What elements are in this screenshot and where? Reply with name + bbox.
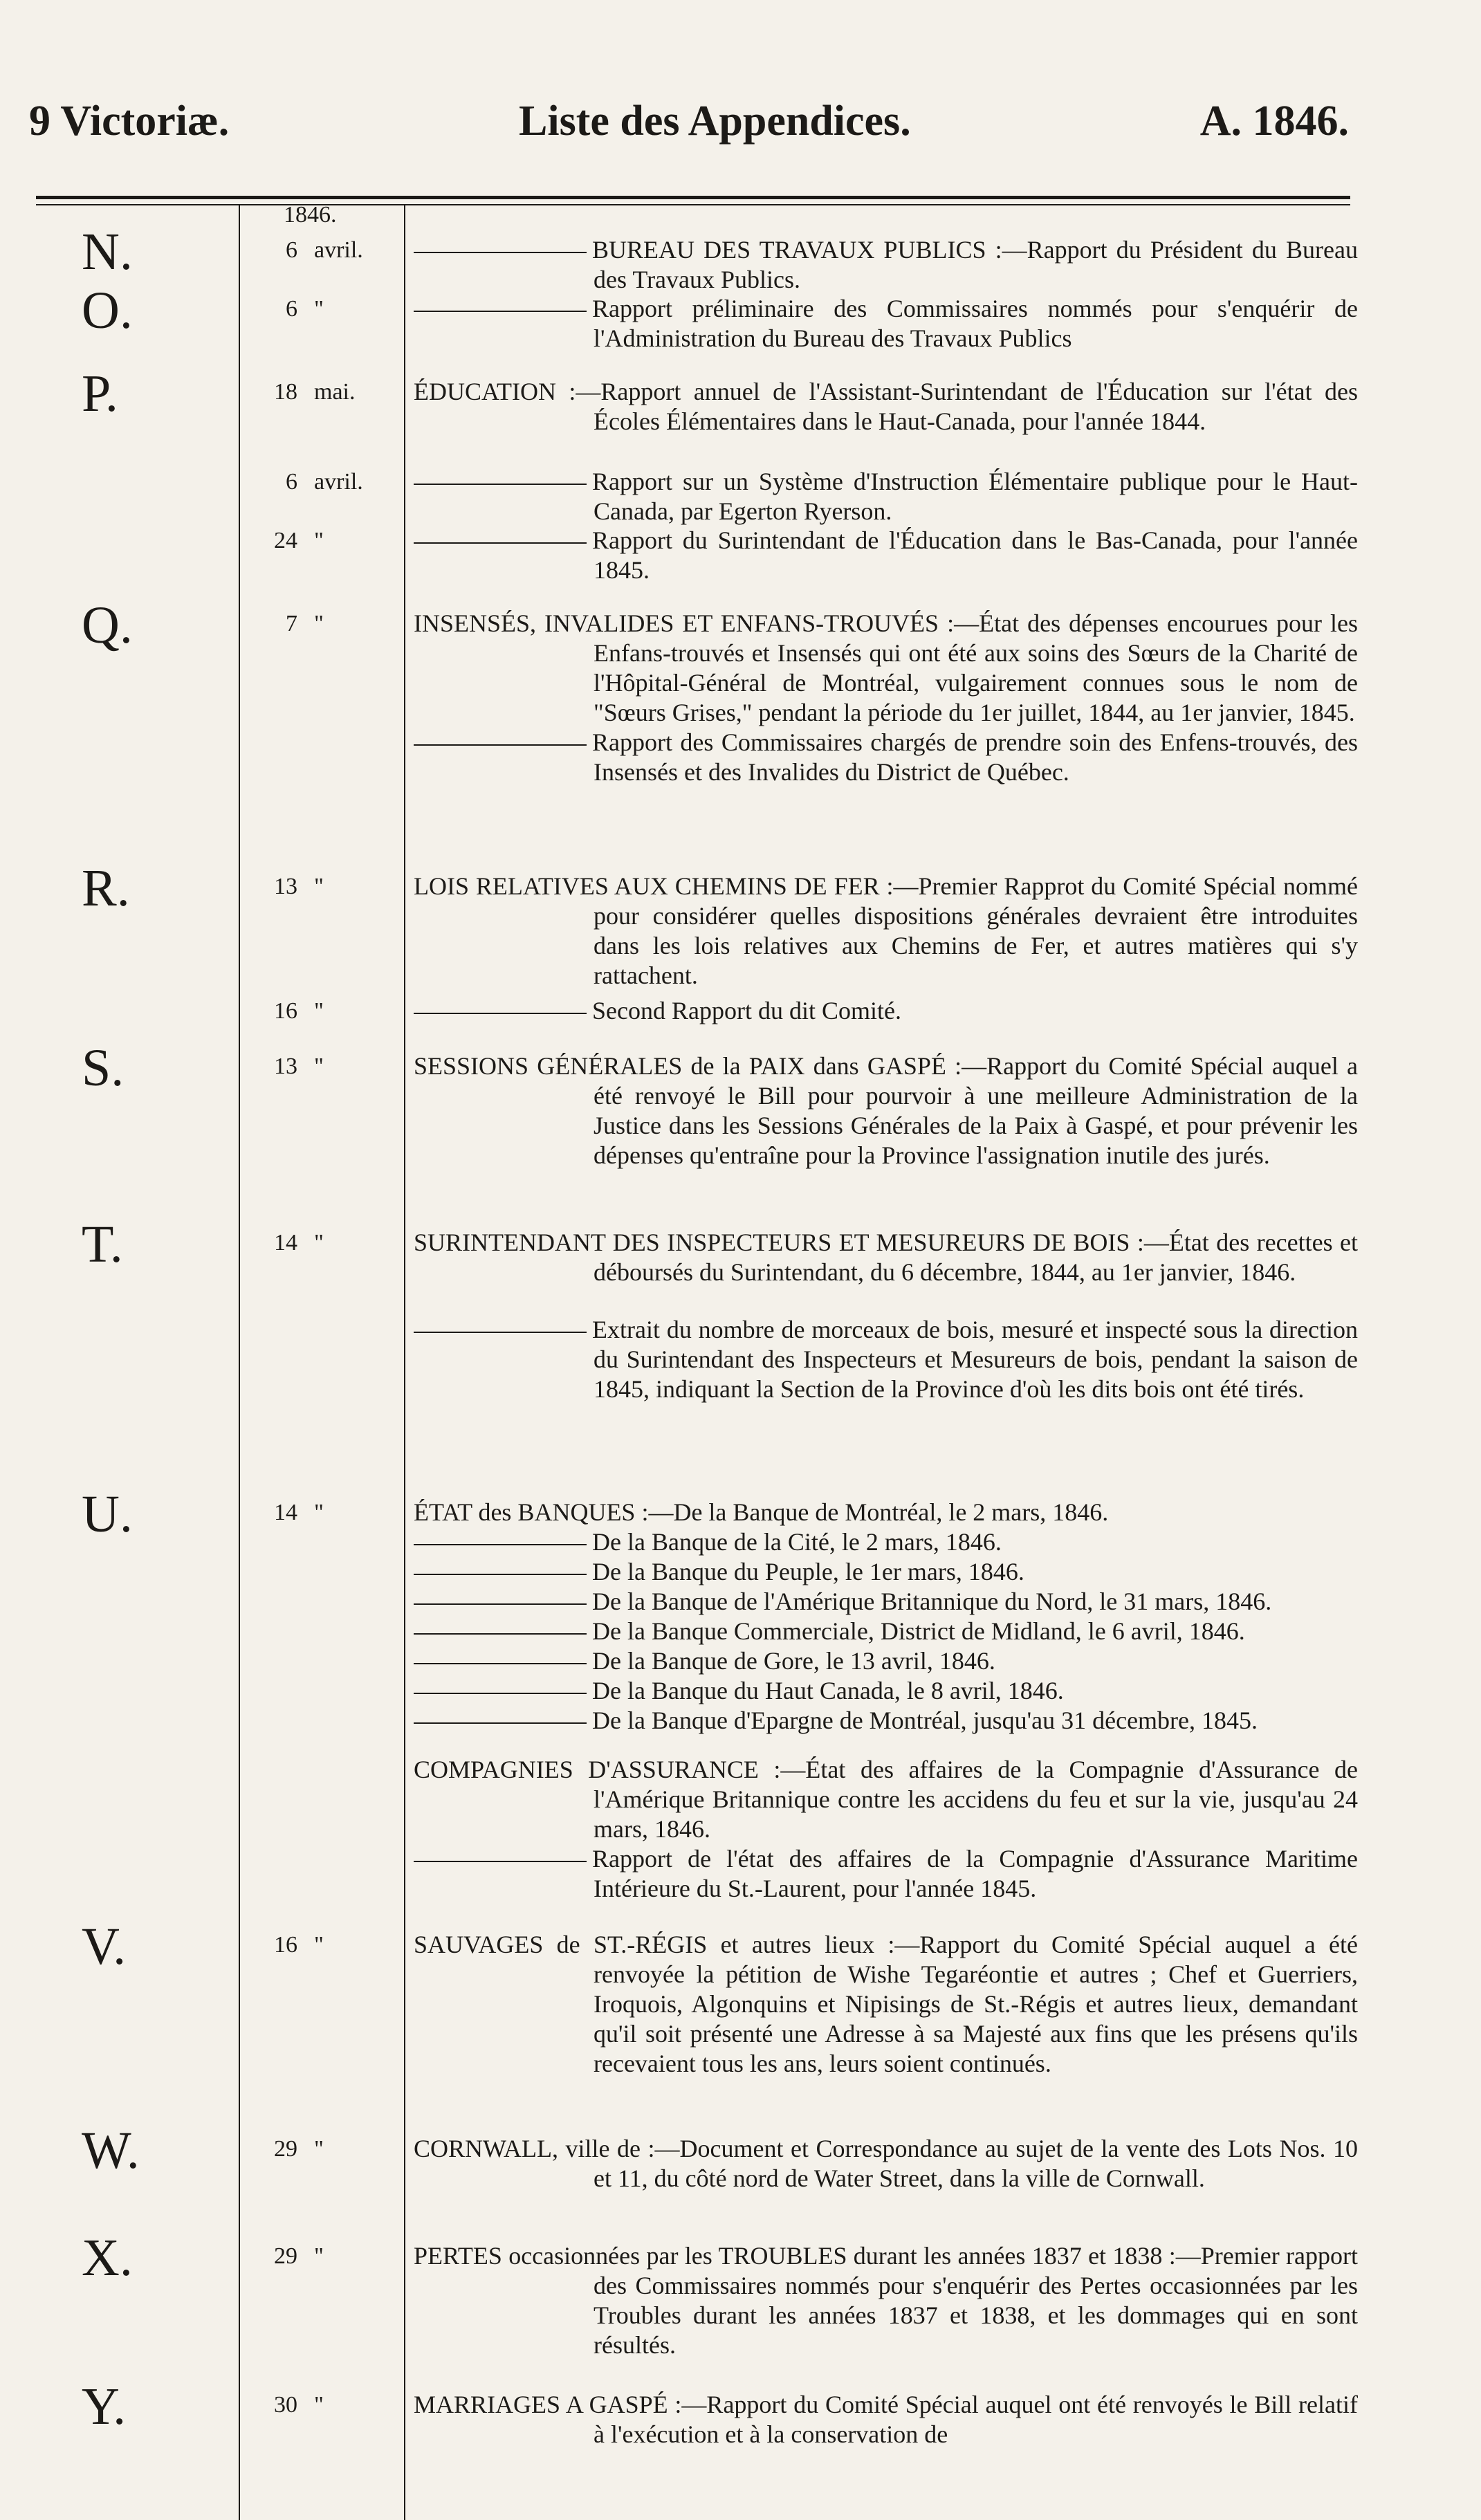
description-text: PERTES occasionnées par les TROUBLES durant les années 1837 et 1838 :—Premier rapport des Commissaires nommés pour s'enquérir des Pertes occasionnées par les Troubles durant les années 1837 et 1838, et les dommages qui en sont résultés. <box>414 2242 1358 2359</box>
appendix-letter: Q. <box>82 596 133 654</box>
ditto-rule <box>414 1722 587 1724</box>
appendix-description <box>414 1930 1358 2079</box>
column-divider-date <box>239 205 240 2520</box>
ditto-rule <box>414 1633 587 1635</box>
date-month: " <box>314 2243 324 2269</box>
ditto-rule <box>414 1663 587 1664</box>
date-day: 6 <box>286 237 297 263</box>
description-line <box>414 728 1358 787</box>
ditto-rule <box>414 1332 587 1333</box>
ditto-rule <box>414 484 587 485</box>
description-text: SURINTENDANT DES INSPECTEURS ET MESUREURS DE BOIS :—État des recettes et déboursés du Surintendant, du 6 décembre, 1844, au 1er janvier, 1846. <box>414 1229 1358 1286</box>
appendix-letter: Y. <box>82 2378 127 2436</box>
description-line <box>414 1315 1358 1404</box>
appendix-description <box>414 996 1358 1026</box>
date-month: mai. <box>314 379 356 405</box>
date-day: 24 <box>274 528 297 553</box>
column-divider-item <box>404 205 405 2520</box>
appendix-letter: P. <box>82 365 118 423</box>
date-day: 7 <box>286 611 297 636</box>
date-day: 13 <box>274 1054 297 1079</box>
date-month: " <box>314 1054 324 1079</box>
description-text: Rapport sur un Système d'Instruction Élémentaire publique pour le Haut-Canada, par Egerton Ryerson. <box>592 468 1358 525</box>
description-line <box>414 526 1358 585</box>
description-line <box>414 1587 1358 1617</box>
date-day: 16 <box>274 998 297 1024</box>
date-day: 6 <box>286 296 297 322</box>
description-line <box>414 377 1358 436</box>
ditto-rule <box>414 1861 587 1862</box>
appendix-date <box>249 294 401 324</box>
description-line <box>414 2241 1358 2360</box>
description-line <box>414 609 1358 728</box>
description-text: De la Banque de la Cité, le 2 mars, 1846. <box>592 1528 1002 1556</box>
appendix-description <box>414 294 1358 353</box>
description-line <box>414 1676 1358 1706</box>
description-text: Rapport du Surintendant de l'Éducation dans le Bas-Canada, pour l'année 1845. <box>592 526 1358 584</box>
description-line <box>414 1844 1358 1904</box>
ditto-rule <box>414 744 587 746</box>
description-line <box>414 2134 1358 2193</box>
description-text: Second Rapport du dit Comité. <box>592 997 901 1024</box>
appendix-letter: X. <box>82 2229 133 2287</box>
appendix-letter: T. <box>82 1215 123 1273</box>
description-line <box>414 2390 1358 2449</box>
description-text: De la Banque d'Epargne de Montréal, jusqu'au 31 décembre, 1845. <box>592 1707 1258 1734</box>
description-text: CORNWALL, ville de :—Document et Correspondance au sujet de la vente des Lots Nos. 10 et 11, du côté nord de Water Street, dans la ville de Cornwall. <box>414 2135 1358 2192</box>
description-text: De la Banque de l'Amérique Britannique du Nord, le 31 mars, 1846. <box>592 1588 1272 1615</box>
description-text: De la Banque du Peuple, le 1er mars, 1846. <box>592 1558 1024 1585</box>
description-text: SESSIONS GÉNÉRALES de la PAIX dans GASPÉ :—Rapport du Comité Spécial auquel a été renvoyé le Bill pour pourvoir à une meilleure Administration de la Justice dans les Sessions Générales de la Paix à Gaspé, et pour prévenir les dépenses qu'entraîne pour la Province l'assignation inutile des jurés. <box>414 1052 1358 1169</box>
appendix-letter: W. <box>82 2122 140 2180</box>
description-text: BUREAU DES TRAVAUX PUBLICS :—Rapport du Président du Bureau des Travaux Publics. <box>592 236 1358 293</box>
description-text: De la Banque de Gore, le 13 avril, 1846. <box>592 1647 995 1675</box>
appendix-letter: U. <box>82 1485 133 1543</box>
date-month: " <box>314 296 324 322</box>
appendix-description <box>414 467 1358 526</box>
description-line <box>414 1930 1358 2079</box>
appendix-description <box>414 2134 1358 2193</box>
description-line <box>414 1646 1358 1676</box>
description-line <box>414 872 1358 991</box>
description-line <box>414 1228 1358 1287</box>
appendix-date <box>249 377 401 407</box>
description-text: ÉTAT des BANQUES :—De la Banque de Montréal, le 2 mars, 1846. <box>414 1498 1109 1526</box>
ditto-rule <box>414 1693 587 1694</box>
appendix-letter: O. <box>82 282 133 340</box>
appendix-date <box>249 1498 401 1528</box>
description-line <box>414 1706 1358 1736</box>
date-month: " <box>314 2136 324 2162</box>
description-text: Rapport préliminaire des Commissaires nommés pour s'enquérir de l'Administration du Bureau des Travaux Publics <box>592 295 1358 352</box>
ditto-rule <box>414 1574 587 1575</box>
page-header <box>21 97 1349 152</box>
date-month: avril. <box>314 469 363 495</box>
date-month: " <box>314 1932 324 1958</box>
ditto-rule <box>414 542 587 544</box>
ditto-rule <box>414 311 587 312</box>
appendix-date <box>249 996 401 1027</box>
header-rule-thick <box>36 196 1350 199</box>
header-regnal-year: 9 Victoriæ. <box>29 98 230 145</box>
description-text: COMPAGNIES D'ASSURANCE :—État des affaires de la Compagnie d'Assurance de l'Amérique Britannique contre les accidens du feu et sur la vie, jusqu'au 24 mars, 1846. <box>414 1756 1358 1843</box>
description-line <box>414 235 1358 295</box>
appendix-date <box>249 235 401 266</box>
appendix-date <box>249 609 401 639</box>
description-line <box>414 1051 1358 1170</box>
date-day: 29 <box>274 2136 297 2162</box>
description-text: MARRIAGES A GASPÉ :—Rapport du Comité Spécial auquel ont été renvoyés le Bill relatif à l'exécution et à la conservation de <box>414 2391 1358 2448</box>
appendix-description <box>414 1498 1358 1904</box>
description-line <box>414 996 1358 1026</box>
appendix-letter: N. <box>82 223 133 281</box>
appendix-description <box>414 1051 1358 1170</box>
date-month: " <box>314 528 324 553</box>
appendix-description <box>414 872 1358 991</box>
date-day: 16 <box>274 1932 297 1958</box>
ditto-rule <box>414 1603 587 1605</box>
appendix-date <box>249 872 401 902</box>
description-line <box>414 1557 1358 1587</box>
appendix-letter: R. <box>82 859 130 917</box>
appendix-date <box>249 1051 401 1082</box>
date-month: " <box>314 1230 324 1256</box>
appendix-date <box>249 2241 401 2272</box>
date-month: " <box>314 2392 324 2418</box>
date-day: 18 <box>274 379 297 405</box>
description-text: LOIS RELATIVES AUX CHEMINS DE FER :—Premier Rapprot du Comité Spécial nommé pour considérer quelles dispositions générales devraient être introduites dans les lois relatives aux Chemins de Fer, et autres matières qui s'y rattachent. <box>414 872 1358 989</box>
year-heading: 1846. <box>284 202 337 228</box>
appendix-description <box>414 235 1358 295</box>
header-rule-thin <box>36 204 1350 205</box>
description-line <box>414 1755 1358 1844</box>
appendix-date <box>249 2390 401 2420</box>
description-text: De la Banque Commerciale, District de Midland, le 6 avril, 1846. <box>592 1617 1245 1645</box>
appendix-date <box>249 526 401 556</box>
date-month: " <box>314 874 324 899</box>
description-text: Extrait du nombre de morceaux de bois, mesuré et inspecté sous la direction du Surintendant des Inspecteurs et Mesureurs de bois, pendant la saison de 1845, indiquant la Section de la Province d'où les dits bois ont été tirés. <box>592 1316 1358 1403</box>
appendix-date <box>249 2134 401 2164</box>
appendix-description <box>414 609 1358 787</box>
ditto-rule <box>414 252 587 253</box>
header-session: A. 1846. <box>1199 98 1349 145</box>
description-text: INSENSÉS, INVALIDES ET ENFANS-TROUVÉS :—État des dépenses encourues pour les Enfans-trouvés et Insensés qui ont été aux soins des Sœurs de la Charité de l'Hôpital-Général de Montréal, vulgairement connues sous le nom de "Sœurs Grises," pendant la période du 1er juillet, 1844, au 1er janvier, 1845. <box>414 609 1358 726</box>
description-text: SAUVAGES de ST.-RÉGIS et autres lieux :—Rapport du Comité Spécial auquel a été renvoyée la pétition de Wishe Tegaréontie et autres ; Chef et Guerriers, Iroquois, Algonquins et Nipisings de St.-Régis et autres lieux, demandant qu'il soit présenté une Adresse à sa Majesté aux fins que les présens qu'ils recevaient tous les ans, leurs soient continués. <box>414 1931 1358 2077</box>
appendix-description <box>414 526 1358 585</box>
date-month: " <box>314 998 324 1024</box>
description-line <box>414 1498 1358 1527</box>
date-day: 29 <box>274 2243 297 2269</box>
description-text: Rapport de l'état des affaires de la Compagnie d'Assurance Maritime Intérieure du St.-Laurent, pour l'année 1845. <box>592 1845 1358 1902</box>
appendix-description <box>414 2390 1358 2449</box>
appendix-description <box>414 377 1358 436</box>
appendix-letter: V. <box>82 1917 127 1976</box>
header-title: Liste des Appendices. <box>519 98 911 145</box>
appendix-description <box>414 2241 1358 2360</box>
date-day: 14 <box>274 1230 297 1256</box>
description-line <box>414 467 1358 526</box>
date-day: 6 <box>286 469 297 495</box>
appendix-letter: S. <box>82 1039 125 1097</box>
date-month: avril. <box>314 237 363 263</box>
date-day: 30 <box>274 2392 297 2418</box>
date-day: 13 <box>274 874 297 899</box>
date-day: 14 <box>274 1500 297 1525</box>
date-month: " <box>314 611 324 636</box>
appendix-date <box>249 1930 401 1960</box>
description-line <box>414 1617 1358 1646</box>
description-line <box>414 1527 1358 1557</box>
description-line <box>414 294 1358 353</box>
ditto-rule <box>414 1544 587 1545</box>
description-text: De la Banque du Haut Canada, le 8 avril, 1846. <box>592 1677 1064 1704</box>
date-month: " <box>314 1500 324 1525</box>
appendix-description <box>414 1228 1358 1404</box>
description-text: ÉDUCATION :—Rapport annuel de l'Assistant-Surintendant de l'Éducation sur l'état des Écoles Élémentaires dans le Haut-Canada, pour l'année 1844. <box>414 378 1358 435</box>
ditto-rule <box>414 1013 587 1014</box>
appendix-date <box>249 467 401 497</box>
description-text: Rapport des Commissaires chargés de prendre soin des Enfens-trouvés, des Insensés et des Invalides du District de Québec. <box>592 728 1358 786</box>
appendix-date <box>249 1228 401 1258</box>
